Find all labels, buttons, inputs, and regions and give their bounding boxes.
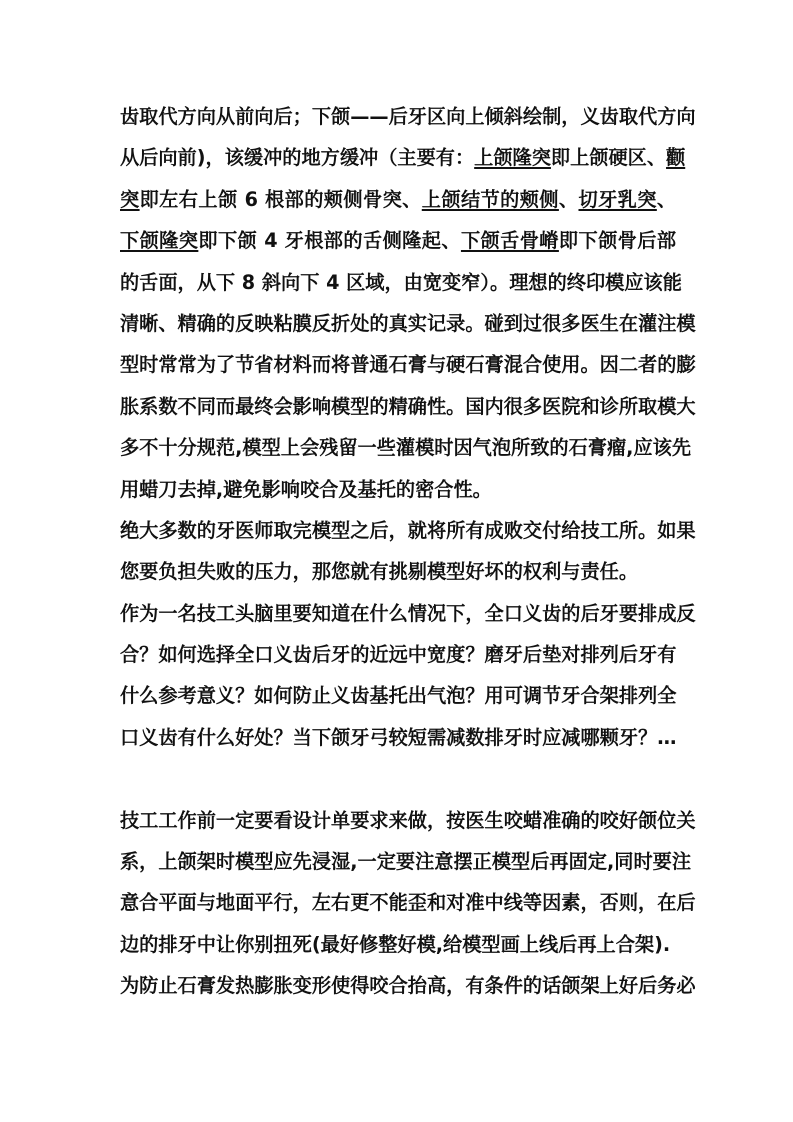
text-line	[120, 717, 676, 758]
text-line	[120, 262, 682, 303]
text-segment: 边的排牙中让你别扭死(最好修整好模,给模型画上线后再上合架).	[120, 932, 671, 956]
document-page	[120, 96, 696, 1007]
text-line	[120, 800, 696, 841]
underlined-term: 上颌隆突	[474, 146, 551, 170]
text-segment: 绝大多数的牙医师取完模型之后，就将所有成败交付给技工所。如果	[120, 518, 696, 542]
text-segment: 什么参考意义？如何防止义齿基托出气泡？用可调节牙合架排列全	[120, 684, 677, 708]
text-line	[120, 303, 696, 344]
text-line	[120, 96, 696, 137]
text-segment: 口义齿有什么好处？当下颌牙弓较短需减数排牙时应减哪颗牙？…	[120, 725, 677, 749]
text-line	[120, 882, 696, 923]
text-line	[120, 469, 676, 510]
text-line	[120, 551, 676, 592]
text-segment: 胀系数不同而最终会影响模型的精确性。国内很多医院和诊所取模大	[120, 394, 696, 418]
text-line	[120, 965, 696, 1006]
text-segment: 、	[656, 187, 677, 211]
text-line	[120, 344, 696, 385]
text-line	[120, 841, 692, 882]
underlined-term: 上颌结节的颊侧	[421, 187, 559, 211]
text-line	[120, 510, 696, 551]
text-segment: 作为一名技工头脑里要知道在什么情况下，全口义齿的后牙要排成反	[120, 601, 696, 625]
underlined-term: 下颌隆突	[120, 229, 199, 253]
text-segment: 您要负担失败的压力，那您就有挑剔模型好坏的权利与责任。	[120, 560, 639, 584]
underlined-term: 突	[120, 187, 140, 211]
text-segment: 多不十分规范,模型上会残留一些灌模时因气泡所致的石膏瘤,应该先	[120, 436, 692, 460]
text-line	[120, 220, 676, 261]
text-line	[120, 386, 696, 427]
text-segment: 即上颌硬区、	[550, 146, 667, 170]
text-segment: 用蜡刀去掉,避免影响咬合及基托的密合性。	[120, 477, 492, 501]
text-segment: 意合平面与地面平行，左右更不能歪和对准中线等因素，否则，在后	[120, 891, 696, 915]
underlined-term: 下颌舌骨嵴	[460, 229, 559, 253]
text-line	[120, 634, 676, 675]
text-segment: 即下颌 4 牙根部的舌侧隆起、	[198, 229, 461, 253]
underlined-term: 颧	[666, 146, 686, 170]
text-segment: 技工工作前一定要看设计单要求来做，按医生咬蜡准确的咬好颌位关	[120, 808, 696, 832]
text-segment: 齿取代方向从前向后；下颌——后牙区向上倾斜绘制，义齿取代方向	[120, 105, 696, 128]
text-line	[120, 924, 676, 965]
text-line	[120, 179, 676, 220]
text-segment: 、	[558, 187, 579, 211]
text-segment: 的舌面，从下 8 斜向下 4 区域，由宽变窄）。理想的终印模应该能	[120, 270, 682, 294]
text-segment: 从后向前)，该缓冲的地方缓冲（主要有：	[120, 146, 475, 170]
text-line	[120, 593, 696, 634]
text-segment: 即左右上颌 6 根部的颊侧骨突、	[139, 187, 422, 211]
text-segment: 为防止石膏发热膨胀变形使得咬合抬高，有条件的话颌架上好后务必	[120, 974, 696, 998]
text-segment: 清晰、精确的反映粘膜反折处的真实记录。碰到过很多医生在灌注模	[120, 311, 696, 335]
text-line	[120, 427, 692, 468]
text-segment: 型时常常为了节省材料而将普通石膏与硬石膏混合使用。因二者的膨	[120, 353, 696, 377]
text-segment: 系，上颌架时模型应先浸湿,一定要注意摆正模型后再固定,同时要注	[120, 850, 692, 874]
text-line	[120, 137, 686, 178]
underlined-term: 切牙乳突	[578, 187, 657, 211]
text-segment: 合？如何选择全口义齿后牙的近远中宽度？磨牙后垫对排列后牙有	[120, 643, 677, 667]
text-segment: 即下颌骨后部	[558, 229, 677, 253]
text-line	[120, 675, 676, 716]
blank-line	[120, 758, 676, 799]
